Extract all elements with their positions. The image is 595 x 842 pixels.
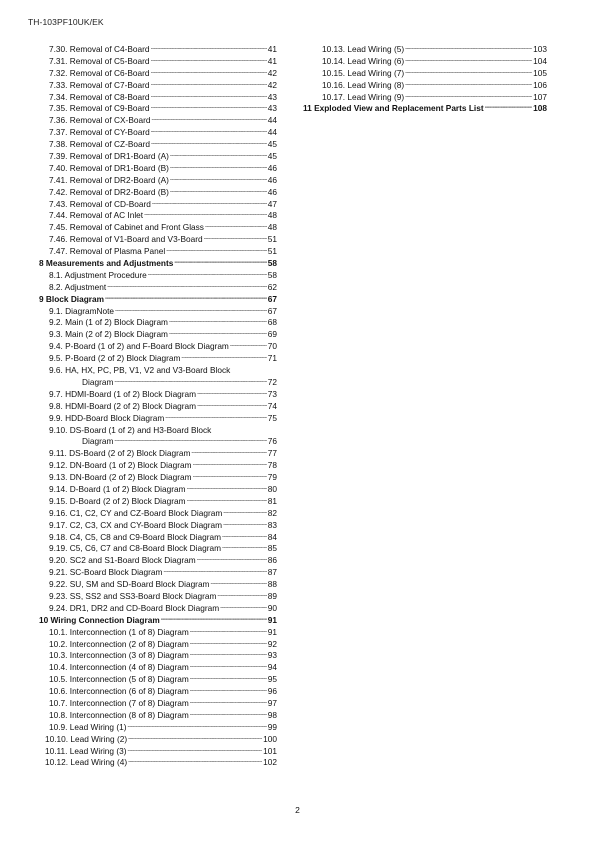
toc-entry-page: 106: [533, 79, 547, 90]
toc-entry-page: 58: [267, 258, 277, 269]
toc-entry-page: 100: [263, 733, 277, 744]
toc-entry-page: 46: [267, 162, 277, 173]
toc-entry-page: 73: [267, 388, 277, 399]
toc-entry-page: 43: [267, 91, 277, 102]
toc-right-column: [303, 44, 547, 115]
toc-entry-page: 45: [267, 139, 277, 150]
toc-entry-title: 9.17. C2, C3, CX and CY-Board Block Diagram: [49, 519, 223, 530]
toc-entry-title: 9.9. HDD-Board Block Diagram: [49, 412, 165, 423]
toc-entry-page: 46: [267, 174, 277, 185]
toc-entry-page: 81: [267, 495, 277, 506]
toc-entry-page: 42: [267, 67, 277, 78]
toc-entry-page: 71: [267, 353, 277, 364]
toc-entry-page: 48: [267, 210, 277, 221]
toc-entry-title: 10.12. Lead Wiring (4): [45, 757, 128, 768]
toc-entry-title: 7.35. Removal of C9-Board: [49, 103, 150, 114]
toc-entry-page: 45: [267, 151, 277, 162]
toc-entry-title: 9.1. DiagramNote: [49, 305, 115, 316]
toc-entry-page: 88: [267, 579, 277, 590]
toc-entry-page: 68: [267, 317, 277, 328]
document-header: TH-103PF10UK/EK: [28, 17, 104, 27]
toc-entry-title: 7.42. Removal of DR2-Board (B): [49, 186, 169, 197]
toc-entry-title: 10.3. Interconnection (3 of 8) Diagram: [49, 650, 189, 661]
toc-entry-page: 102: [263, 757, 277, 768]
toc-entry-page: 42: [267, 79, 277, 90]
toc-entry-page: 47: [267, 198, 277, 209]
toc-entry-page: 51: [267, 246, 277, 257]
toc-entry-title: 7.33. Removal of C7-Board: [49, 79, 150, 90]
toc-entry-title: 7.32. Removal of C6-Board: [49, 67, 150, 78]
toc-entry-page: 103: [533, 44, 547, 54]
toc-entry-page: 93: [267, 650, 277, 661]
toc-entry-page: 76: [267, 436, 277, 447]
toc-entry-title: 10.5. Interconnection (5 of 8) Diagram: [49, 674, 189, 685]
toc-entry-title: 9.15. D-Board (2 of 2) Block Diagram: [49, 495, 186, 506]
toc-entry-title: 9.23. SS, SS2 and SS3-Board Block Diagram: [49, 590, 217, 601]
toc-entry-page: 101: [263, 745, 277, 756]
toc-entry-title: 7.44. Removal of AC Inlet: [49, 210, 144, 221]
toc-entry-title: 10 Wiring Connection Diagram: [39, 614, 160, 625]
toc-entry-title-continued: Diagram: [82, 376, 114, 387]
toc-entry-page: 94: [267, 662, 277, 673]
toc-entry-title: 10.15. Lead Wiring (7): [322, 67, 405, 78]
toc-entry-page: 79: [267, 472, 277, 483]
toc-entry-title: 8.2. Adjustment: [49, 281, 107, 292]
toc-entry-title: 9 Block Diagram: [39, 293, 105, 304]
toc-entry-title: 10.10. Lead Wiring (2): [45, 733, 128, 744]
toc-entry-title: 7.39. Removal of DR1-Board (A): [49, 151, 169, 162]
toc-entry-page: 91: [267, 626, 277, 637]
toc-entry-page: 80: [267, 483, 277, 494]
toc-entry-title: 7.30. Removal of C4-Board: [49, 44, 150, 54]
toc-entry-title: 10.6. Interconnection (6 of 8) Diagram: [49, 686, 189, 697]
toc-entry-page: 69: [267, 329, 277, 340]
toc-entry-title: 10.17. Lead Wiring (9): [322, 91, 405, 102]
toc-entry-page: 70: [267, 341, 277, 352]
toc-entry-page: 98: [267, 709, 277, 720]
toc-entry-page: 48: [267, 222, 277, 233]
toc-entry-page: 44: [267, 127, 277, 138]
toc-entry-page: 82: [267, 507, 277, 518]
toc-entry-title: 9.14. D-Board (1 of 2) Block Diagram: [49, 483, 186, 494]
toc-entry-title: 10.4. Interconnection (4 of 8) Diagram: [49, 662, 189, 673]
toc-entry-page: 107: [533, 91, 547, 102]
toc-entry-title: 7.37. Removal of CY-Board: [49, 127, 150, 138]
toc-entry-title: 9.10. DS-Board (1 of 2) and H3-Board Block: [49, 424, 212, 435]
toc-entry-page: 75: [267, 412, 277, 423]
toc-entry-title: 9.12. DN-Board (1 of 2) Block Diagram: [49, 460, 192, 471]
toc-entry-page: 41: [267, 55, 277, 66]
toc-entry-title: 7.41. Removal of DR2-Board (A): [49, 174, 169, 185]
toc-entry-title: 10.7. Interconnection (7 of 8) Diagram: [49, 697, 189, 708]
toc-entry-page: 46: [267, 186, 277, 197]
toc-leader-dots: [165, 411, 266, 425]
toc-entry-title: 9.4. P-Board (1 of 2) and F-Board Block Diagram: [49, 341, 229, 352]
toc-entry-title: 9.11. DS-Board (2 of 2) Block Diagram: [49, 448, 191, 459]
toc-entry-title: 10.11. Lead Wiring (3): [45, 745, 127, 756]
toc-entry-page: 44: [267, 115, 277, 126]
toc-entry-page: 104: [533, 55, 547, 66]
toc-entry-title: 9.16. C1, C2, CY and CZ-Board Block Diagram: [49, 507, 223, 518]
toc-entry-page: 43: [267, 103, 277, 114]
toc-entry-title: 9.13. DN-Board (2 of 2) Block Diagram: [49, 472, 192, 483]
toc-entry-title: 10.1. Interconnection (1 of 8) Diagram: [49, 626, 189, 637]
toc-leader-dots: [485, 101, 533, 115]
toc-entry-title: 9.8. HDMI-Board (2 of 2) Block Diagram: [49, 400, 197, 411]
toc-entry-title: 7.47. Removal of Plasma Panel: [49, 246, 166, 257]
toc-entry-page: 41: [267, 44, 277, 54]
toc-entry-page: 67: [267, 305, 277, 316]
toc-chapter[interactable]: [303, 103, 547, 115]
toc-entry-title: 9.6. HA, HX, PC, PB, V1, V2 and V3-Board Block: [49, 365, 231, 376]
toc-entry-page: 86: [267, 555, 277, 566]
toc-entry-page: 67: [267, 293, 277, 304]
toc-leader-dots: [181, 351, 266, 365]
toc-entry-title: 9.7. HDMI-Board (1 of 2) Block Diagram: [49, 388, 197, 399]
toc-entry-page: 95: [267, 674, 277, 685]
toc-entry-title: 9.20. SC2 and S1-Board Block Diagram: [49, 555, 196, 566]
toc-entry-title: 10.2. Interconnection (2 of 8) Diagram: [49, 638, 189, 649]
toc-entry-title: 7.40. Removal of DR1-Board (B): [49, 162, 169, 173]
toc-entry-title: 10.16. Lead Wiring (8): [322, 79, 405, 90]
toc-entry-page: 84: [267, 531, 277, 542]
toc-entry-page: 99: [267, 721, 277, 732]
toc-entry-page: 78: [267, 460, 277, 471]
toc-entry-page: 62: [267, 281, 277, 292]
toc-entry-title: 9.2. Main (1 of 2) Block Diagram: [49, 317, 168, 328]
toc-entry-page: 92: [267, 638, 277, 649]
toc-entry-title: 10.9. Lead Wiring (1): [49, 721, 127, 732]
toc-entry-page: 77: [267, 448, 277, 459]
toc-entry-page: 97: [267, 697, 277, 708]
toc-entry-page: 72: [267, 376, 277, 387]
toc-entry-page: 90: [267, 602, 277, 613]
toc-entry-title: 7.45. Removal of Cabinet and Front Glass: [49, 222, 204, 233]
toc-entry-title: 7.34. Removal of C8-Board: [49, 91, 150, 102]
toc-entry-title-continued: Diagram: [82, 436, 114, 447]
toc-entry-page: 105: [533, 67, 547, 78]
toc-entry-page: 85: [267, 543, 277, 554]
toc-entry[interactable]: [30, 757, 277, 769]
toc-entry-title: 7.43. Removal of CD-Board: [49, 198, 151, 209]
toc-entry-title: 7.31. Removal of C5-Board: [49, 55, 150, 66]
toc-entry-page: 91: [267, 614, 277, 625]
toc-entry-title: 8.1. Adjustment Procedure: [49, 269, 147, 280]
toc-entry-page: 87: [267, 567, 277, 578]
toc-entry-title: 11 Exploded View and Replacement Parts List: [303, 103, 484, 114]
toc-entry-page: 89: [267, 590, 277, 601]
toc-entry-title: 7.36. Removal of CX-Board: [49, 115, 151, 126]
toc-entry-title: 10.13. Lead Wiring (5): [322, 44, 405, 54]
toc-entry-page: 108: [533, 103, 547, 114]
toc-entry-page: 51: [267, 234, 277, 245]
toc-entry-title: 9.3. Main (2 of 2) Block Diagram: [49, 329, 168, 340]
toc-entry-page: 83: [267, 519, 277, 530]
toc-entry-title: 7.46. Removal of V1-Board and V3-Board: [49, 234, 203, 245]
toc-entry-title: 7.38. Removal of CZ-Board: [49, 139, 150, 150]
toc-entry-page: 74: [267, 400, 277, 411]
toc-entry-title: 9.21. SC-Board Block Diagram: [49, 567, 163, 578]
toc-entry[interactable]: [30, 413, 277, 425]
toc-entry-page: 96: [267, 686, 277, 697]
toc-entry-title: 9.5. P-Board (2 of 2) Block Diagram: [49, 353, 181, 364]
toc-entry-title: 10.14. Lead Wiring (6): [322, 55, 405, 66]
toc-entry-title: 10.8. Interconnection (8 of 8) Diagram: [49, 709, 189, 720]
toc-entry[interactable]: [30, 353, 277, 365]
toc-entry-title: 8 Measurements and Adjustments: [39, 258, 174, 269]
page-number: 2: [295, 805, 300, 815]
toc-leader-dots: [128, 755, 262, 769]
toc-left-column: [30, 44, 277, 769]
toc-entry-title: 9.19. C5, C6, C7 and C8-Board Block Diagram: [49, 543, 222, 554]
toc-entry-title: 9.18. C4, C5, C8 and C9-Board Block Diagram: [49, 531, 222, 542]
toc-entry-title: 9.22. SU, SM and SD-Board Block Diagram: [49, 579, 210, 590]
toc-entry-page: 58: [267, 269, 277, 280]
toc-entry-title: 9.24. DR1, DR2 and CD-Board Block Diagram: [49, 602, 220, 613]
